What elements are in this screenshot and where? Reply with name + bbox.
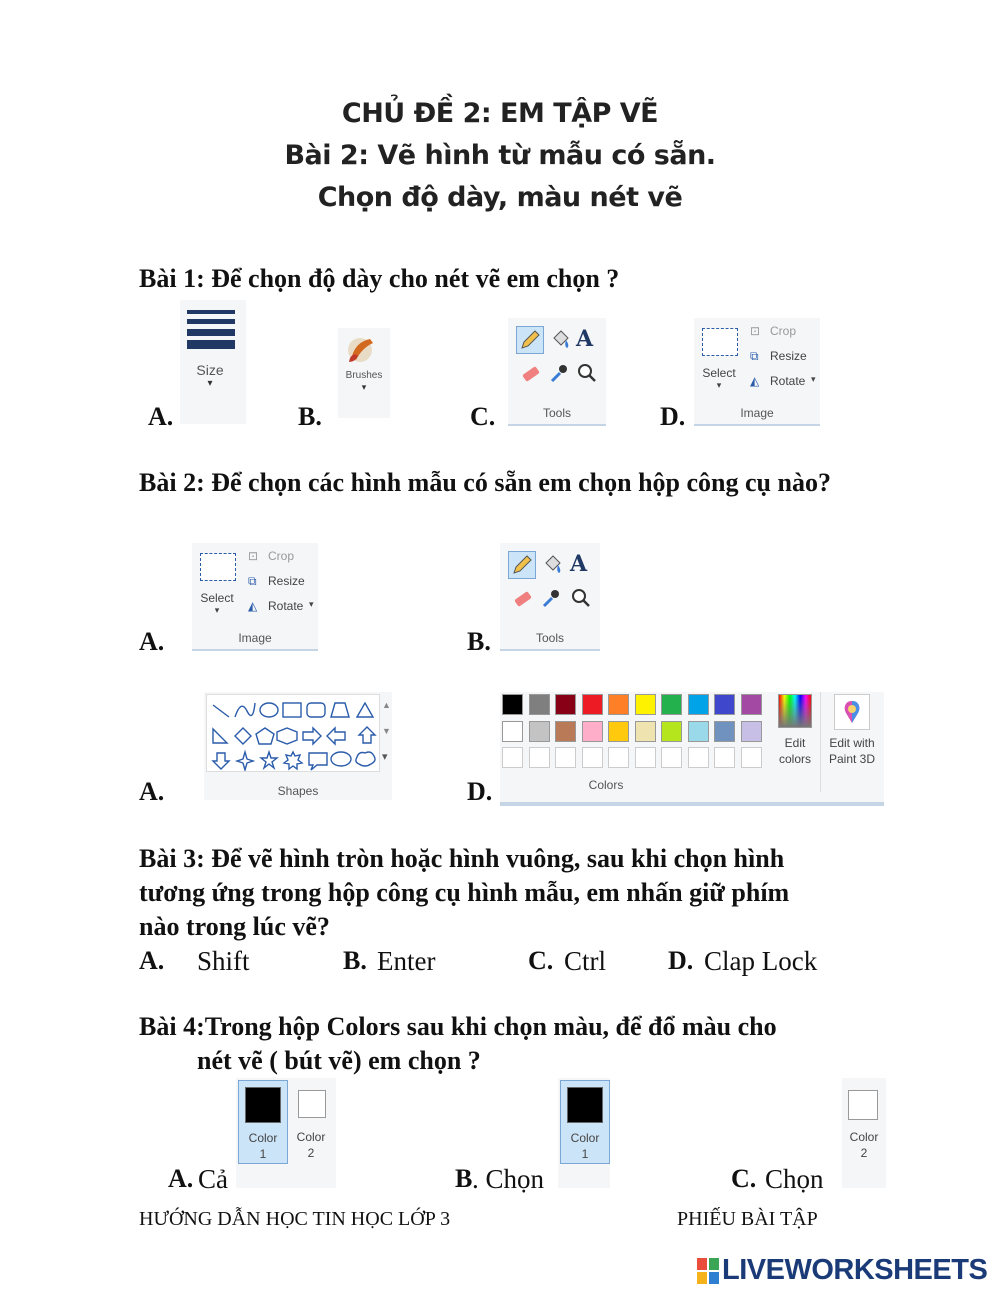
palette-swatch[interactable] <box>714 721 735 742</box>
palette-swatch[interactable] <box>741 694 762 715</box>
edit-colors-label-1: Edit <box>784 736 806 750</box>
q4-option-c-text: Chọn <box>765 1164 824 1194</box>
footer-right: PHIẾU BÀI TẬP <box>677 1208 818 1230</box>
q4-option-b-label: B <box>455 1164 473 1193</box>
q4-option-a-text: Cả <box>198 1164 228 1194</box>
palette-swatch[interactable] <box>608 694 629 715</box>
title-line-2: Bài 2: Vẽ hình từ mẫu có sẵn. <box>284 140 716 171</box>
scroll-down-icon[interactable]: ▼ <box>382 726 391 736</box>
tools-label: Tools <box>535 631 564 645</box>
q4-c-colors-image[interactable] <box>842 1078 886 1188</box>
rotate-icon: ◭ <box>248 599 258 613</box>
rotate-label: Rotate <box>770 374 806 388</box>
eraser-icon[interactable] <box>512 587 534 609</box>
size-label: Size <box>196 362 224 378</box>
paint3d-icon <box>834 694 870 730</box>
q3-option-c-text: Ctrl <box>564 946 607 976</box>
palette-swatch[interactable] <box>582 694 603 715</box>
color1-swatch <box>245 1087 281 1123</box>
color2-number: 2 <box>307 1146 315 1160</box>
shapes-gallery[interactable] <box>206 694 380 772</box>
crop-icon: ⊡ <box>248 549 259 563</box>
q2-tools-panel[interactable] <box>500 543 600 651</box>
crop-icon: ⊡ <box>750 324 761 338</box>
paint3d-label-2: Paint 3D <box>828 752 876 766</box>
scroll-up-icon[interactable]: ▲ <box>382 700 391 710</box>
color2-button[interactable] <box>842 1080 886 1162</box>
brush-icon <box>346 334 378 364</box>
q4-a-colors-image[interactable] <box>236 1078 336 1188</box>
q1-option-a-label: A. <box>148 402 174 431</box>
brushes-label: Brushes <box>345 370 383 381</box>
shapes-grid <box>207 695 379 771</box>
expand-gallery-icon[interactable]: ▾ <box>382 751 388 763</box>
pencil-icon[interactable] <box>516 326 544 354</box>
q4-option-a-label: A. <box>168 1164 194 1193</box>
palette-custom-slot[interactable] <box>608 747 629 768</box>
palette-swatch[interactable] <box>688 694 709 715</box>
palette-swatch[interactable] <box>714 694 735 715</box>
select-label: Select <box>200 591 234 605</box>
eraser-icon[interactable] <box>520 362 542 384</box>
palette-swatch[interactable] <box>608 721 629 742</box>
color1-button[interactable] <box>238 1080 288 1164</box>
color1-label: Color <box>248 1131 278 1145</box>
crop-label: Crop <box>268 549 295 563</box>
q3-option-c-label: C. <box>528 946 554 975</box>
resize-icon: ⧉ <box>248 574 257 588</box>
image-label: Image <box>238 631 272 645</box>
rotate-icon: ◭ <box>750 374 760 388</box>
palette-custom-slot[interactable] <box>741 747 762 768</box>
q4-question-line-2: nét vẽ ( bút vẽ) em chọn ? <box>197 1046 481 1075</box>
q2-option-d-label: D. <box>467 777 493 806</box>
palette-swatch[interactable] <box>502 694 523 715</box>
palette-custom-slot[interactable] <box>688 747 709 768</box>
palette-swatch[interactable] <box>529 694 550 715</box>
chevron-down-icon: ▾ <box>811 374 816 384</box>
shapes-label: Shapes <box>277 784 319 798</box>
pencil-icon[interactable] <box>508 551 536 579</box>
color1-number: 1 <box>581 1147 589 1161</box>
q3-question-line-1: Bài 3: Để vẽ hình tròn hoặc hình vuông, sau khi chọn hình <box>139 844 785 873</box>
palette-swatch[interactable] <box>688 721 709 742</box>
q3-question-line-3: nào trong lúc vẽ? <box>139 912 330 941</box>
divider <box>820 692 821 792</box>
q1-size-panel[interactable] <box>180 300 246 424</box>
palette-custom-slot[interactable] <box>529 747 550 768</box>
color-picker-icon[interactable] <box>540 587 562 609</box>
q1-image-panel[interactable] <box>694 318 820 426</box>
palette-swatch[interactable] <box>741 721 762 742</box>
liveworksheets-logo-icon <box>697 1258 719 1284</box>
paint3d-label-1: Edit with <box>829 736 875 750</box>
palette-swatch[interactable] <box>529 721 550 742</box>
color1-button[interactable] <box>560 1080 610 1164</box>
q3-option-a-text: Shift <box>197 946 250 976</box>
q4-option-b-text: . Chọn <box>472 1164 545 1194</box>
q3-option-b-text: Enter <box>377 946 436 976</box>
color-picker-icon[interactable] <box>548 362 570 384</box>
color-palette[interactable] <box>500 692 770 772</box>
liveworksheets-brand: LIVEWORKSHEETS <box>722 1254 988 1286</box>
palette-swatch[interactable] <box>661 721 682 742</box>
palette-swatch[interactable] <box>555 721 576 742</box>
color1-number: 1 <box>259 1147 267 1161</box>
magnifier-icon[interactable] <box>576 362 598 384</box>
rainbow-icon <box>778 694 812 728</box>
color2-button[interactable] <box>288 1080 334 1162</box>
palette-swatch[interactable] <box>635 721 656 742</box>
line-medium <box>187 319 235 324</box>
text-tool-icon[interactable]: A <box>570 551 588 577</box>
palette-swatch[interactable] <box>661 694 682 715</box>
title-line-1: CHỦ ĐỀ 2: EM TẬP VẼ <box>341 98 659 129</box>
rotate-label: Rotate <box>268 599 304 613</box>
color2-label: Color <box>296 1130 326 1144</box>
q4-option-c-label: C. <box>731 1164 757 1193</box>
fill-bucket-icon[interactable] <box>540 553 564 577</box>
q2-option-b-label: B. <box>467 627 491 656</box>
chevron-down-icon: ▾ <box>214 605 220 615</box>
chevron-down-icon: ▾ <box>309 599 314 609</box>
line-thin <box>187 310 235 314</box>
q1-option-b-label: B. <box>298 402 322 431</box>
footer-left: HƯỚNG DẪN HỌC TIN HỌC LỚP 3 <box>139 1208 451 1230</box>
color2-swatch <box>298 1090 326 1118</box>
select-icon[interactable] <box>702 328 738 356</box>
select-icon[interactable] <box>200 553 236 581</box>
resize-icon: ⧉ <box>750 349 759 363</box>
q1-brushes-panel[interactable] <box>338 328 390 418</box>
edit-colors-label-2: colors <box>778 752 811 766</box>
text-tool-icon[interactable]: A <box>576 326 594 352</box>
palette-swatch[interactable] <box>555 694 576 715</box>
q2-option-a-label: A. <box>139 627 165 656</box>
q1-option-d-label: D. <box>660 402 686 431</box>
color2-number: 2 <box>860 1146 868 1160</box>
palette-custom-slot[interactable] <box>714 747 735 768</box>
q1-question: Bài 1: Để chọn độ dày cho nét vẽ em chọn ? <box>139 264 620 293</box>
q2-colors-panel[interactable] <box>500 692 884 806</box>
line-thickest <box>187 340 235 349</box>
resize-label: Resize <box>268 574 305 588</box>
chevron-down-icon: ▾ <box>207 378 213 389</box>
q2-question: Bài 2: Để chọn các hình mẫu có sẵn em chọn hộp công cụ nào? <box>139 468 831 497</box>
color2-swatch <box>848 1090 878 1120</box>
color2-label: Color <box>849 1130 879 1144</box>
chevron-down-icon: ▾ <box>716 380 722 390</box>
q4-question-line-1: Bài 4:Trong hộp Colors sau khi chọn màu, để đổ màu cho <box>139 1012 777 1041</box>
q2-image-panel[interactable] <box>192 543 318 651</box>
q3-option-b-label: B. <box>343 946 367 975</box>
q2-shapes-panel[interactable] <box>204 692 392 800</box>
q3-option-d-label: D. <box>668 946 694 975</box>
fill-bucket-icon[interactable] <box>548 328 572 352</box>
palette-swatch[interactable] <box>582 721 603 742</box>
q4-b-colors-image[interactable] <box>558 1078 610 1188</box>
colors-label: Colors <box>588 778 624 792</box>
resize-label: Resize <box>770 349 807 363</box>
q3-option-a-label: A. <box>139 946 165 975</box>
edit-colors-button[interactable] <box>772 692 818 772</box>
q2-option-a2-label: A. <box>139 777 165 806</box>
palette-swatch[interactable] <box>502 721 523 742</box>
title-line-3: Chọn độ dày, màu nét vẽ <box>317 182 683 213</box>
palette-custom-slot[interactable] <box>555 747 576 768</box>
chevron-down-icon: ▾ <box>361 382 367 392</box>
magnifier-icon[interactable] <box>570 587 592 609</box>
color1-label: Color <box>570 1131 600 1145</box>
line-thick <box>187 329 235 336</box>
q3-question-line-2: tương ứng trong hộp công cụ hình mẫu, em nhấn giữ phím <box>139 878 790 907</box>
palette-custom-slot[interactable] <box>582 747 603 768</box>
tools-label: Tools <box>542 406 571 420</box>
crop-label: Crop <box>770 324 797 338</box>
q1-tools-panel[interactable] <box>508 318 606 426</box>
palette-custom-slot[interactable] <box>635 747 656 768</box>
select-label: Select <box>702 366 736 380</box>
q1-option-c-label: C. <box>470 402 496 431</box>
image-label: Image <box>740 406 774 420</box>
q3-option-d-text: Clap Lock <box>704 946 818 976</box>
palette-swatch[interactable] <box>635 694 656 715</box>
edit-paint3d-button[interactable] <box>822 692 882 772</box>
palette-custom-slot[interactable] <box>661 747 682 768</box>
color1-swatch <box>567 1087 603 1123</box>
palette-custom-slot[interactable] <box>502 747 523 768</box>
